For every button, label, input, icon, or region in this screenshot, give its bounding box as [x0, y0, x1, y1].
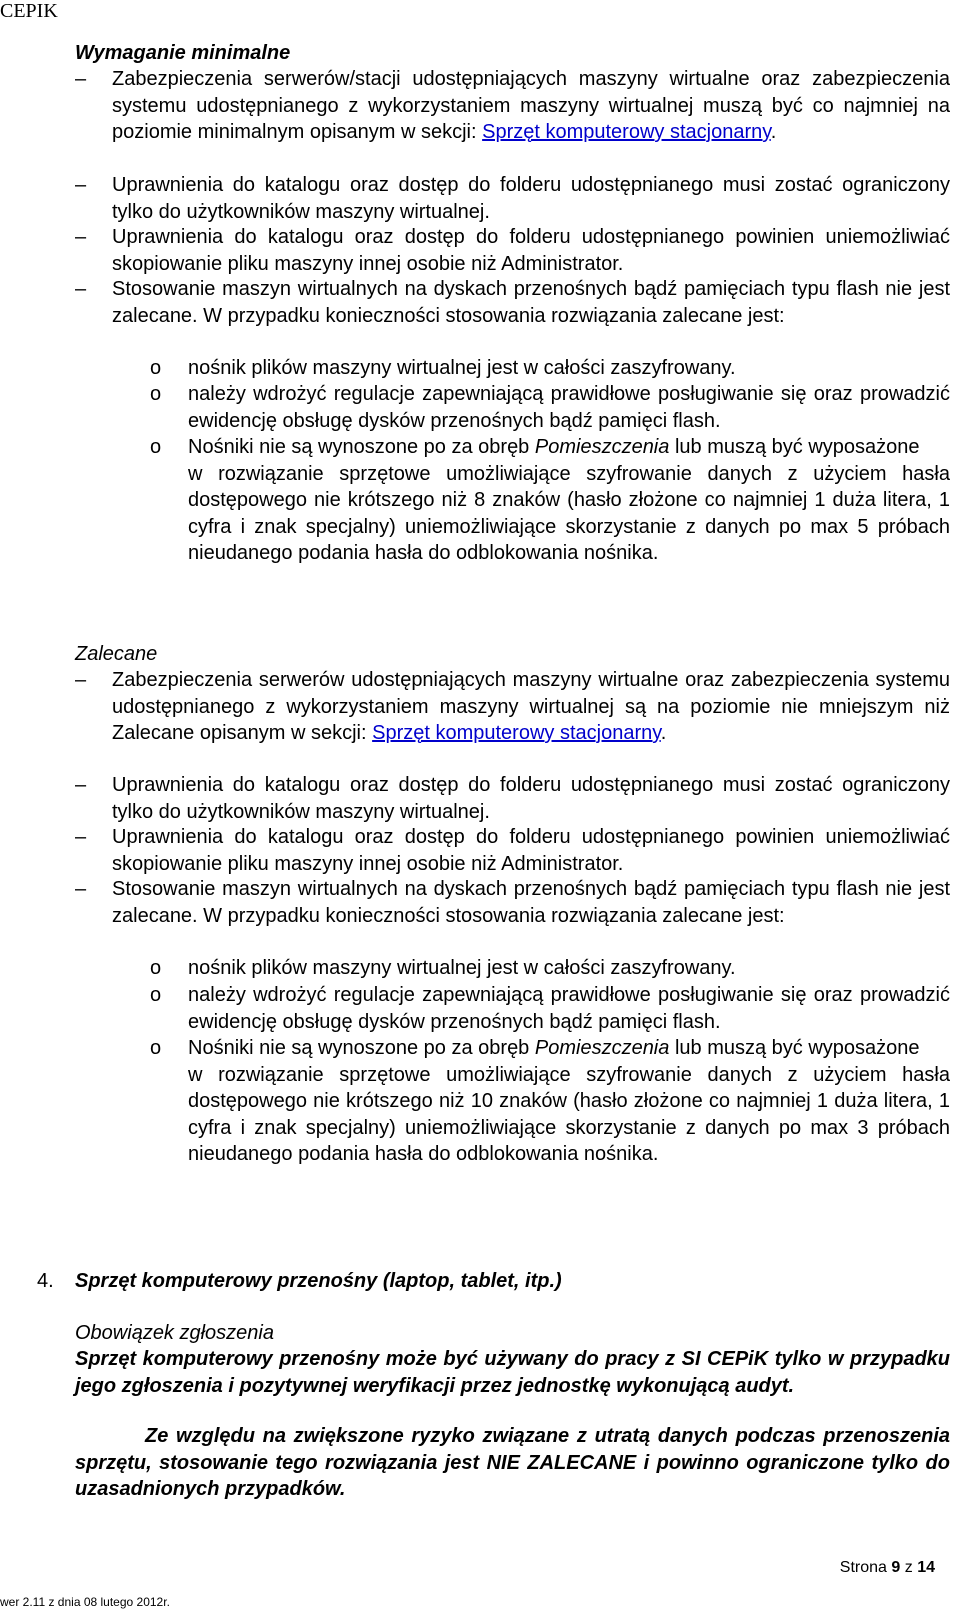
item-text: Uprawnienia do katalogu oraz dostęp do folderu udostępnianego musi zostać ograniczony tylko do użytkowników maszyny wirtualnej. [112, 774, 950, 823]
section-title-portable: Sprzęt komputerowy przenośny (laptop, tablet, itp.) [75, 1270, 562, 1292]
page-of: z [904, 1559, 913, 1576]
section-link[interactable]: Sprzęt komputerowy stacjonarny [372, 722, 661, 745]
paragraph: Sprzęt komputerowy przenośny może być używany do pracy z SI CEPiK tylko w przypadku jego zgłoszenia i pozytywnej weryfikacji przez jednostkę wykonującą audyt. [75, 1348, 950, 1397]
sub-item-text: należy wdrożyć regulacje zapewniającą prawidłowe posługiwanie się oraz prowadzić ewidencję obsługę dysków przenośnych bądź pamięci flash. [188, 383, 950, 432]
bullet-marker: o [150, 957, 162, 979]
sub-list-item [150, 355, 950, 382]
paragraph-warning: Ze względu na zwiększone ryzyko związane z utratą danych podczas przenoszenia sprzętu, stosowanie tego rozwiązania jest NIE ZALECANE i powinno ograniczone tylko do uzasadnionych przypadków. [75, 1425, 950, 1501]
page-indicator [840, 1559, 935, 1577]
page-current: 9 [891, 1559, 901, 1576]
sub-item-text: Nośniki nie są wynoszone po za obręb [188, 436, 535, 458]
dash-marker: – [75, 878, 87, 900]
section-number: 4. [37, 1270, 54, 1292]
dash-marker: – [75, 826, 87, 848]
list-item [75, 667, 950, 747]
dash-marker: – [75, 68, 87, 90]
sub-item-text: lub muszą być wyposażone [669, 1037, 920, 1059]
item-text: . [660, 722, 667, 745]
item-text: Uprawnienia do katalogu oraz dostęp do folderu udostępnianego musi zostać ograniczony tylko do użytkowników maszyny wirtualnej. [112, 174, 950, 223]
sub-item-continuation: w rozwiązanie sprzętowe umożliwiające szyfrowanie danych z użyciem hasła dostępowego nie krótszego niż 8 znaków (hasło złożone co najmniej 1 duża litera, 1 cyfra i znak specjalny) uniemożliwiające skorzystanie z danych po max 5 próbach nieudanego podania hasła do odblokowania nośnika. [188, 462, 950, 565]
section-link[interactable]: Sprzęt komputerowy stacjonarny [482, 121, 771, 144]
section-title-minimal: Wymaganie minimalne [75, 42, 291, 64]
bullet-marker: o [150, 357, 162, 379]
bullet-marker: o [150, 383, 162, 405]
sub-item-text: nośnik plików maszyny wirtualnej jest w całości zaszyfrowany. [188, 957, 736, 979]
list-item [75, 66, 950, 146]
dash-marker: – [75, 278, 87, 300]
item-text: Uprawnienia do katalogu oraz dostęp do folderu udostępnianego powinien uniemożliwiać skopiowanie pliku maszyny innej osobie niż Administrator. [112, 826, 950, 875]
emphasis-term: Pomieszczenia [534, 1037, 670, 1059]
subsection-title: Obowiązek zgłoszenia [75, 1322, 274, 1344]
sub-item-text: Nośniki nie są wynoszone po za obręb [188, 1037, 535, 1059]
item-text: Zabezpieczenia serwerów udostępniających maszyny wirtualne oraz zabezpieczenia systemu udostępnianego z wykorzystaniem maszyny wirtualnej są na poziomie nie mniejszym niż Zalecane opisanym w sekcji: [112, 669, 950, 745]
sub-list-item [150, 1035, 950, 1168]
page-total: 14 [917, 1559, 935, 1576]
list-item [75, 224, 950, 277]
dash-marker: – [75, 669, 87, 691]
list-item [75, 772, 950, 825]
section-title-recommended: Zalecane [75, 643, 158, 665]
sub-list-item [150, 434, 950, 567]
sub-item-text: nośnik plików maszyny wirtualnej jest w całości zaszyfrowany. [188, 357, 736, 379]
item-text: . [770, 121, 777, 144]
version-note: wer 2.11 z dnia 08 lutego 2012r. [0, 1595, 170, 1609]
list-item [75, 824, 950, 877]
list-item [75, 876, 950, 929]
item-text: Stosowanie maszyn wirtualnych na dyskach przenośnych bądź pamięciach typu flash nie jest zalecane. W przypadku konieczności stosowania rozwiązania zalecane jest: [112, 878, 950, 927]
bullet-marker: o [150, 984, 162, 1006]
emphasis-term: Pomieszczenia [534, 436, 670, 458]
sub-list-item [150, 381, 950, 434]
item-text: Uprawnienia do katalogu oraz dostęp do folderu udostępnianego powinien uniemożliwiać skopiowanie pliku maszyny innej osobie niż Administrator. [112, 226, 950, 275]
sub-list-item [150, 955, 950, 982]
sub-list-item [150, 982, 950, 1035]
sub-item-continuation: w rozwiązanie sprzętowe umożliwiające szyfrowanie danych z użyciem hasła dostępowego nie krótszego niż 10 znaków (hasło złożone co najmniej 1 duża litera, 1 cyfra i znak specjalny) uniemożliwiające skorzystanie z danych po max 3 próbach nieudanego podania hasła do odblokowania nośnika. [188, 1063, 950, 1166]
item-text: Stosowanie maszyn wirtualnych na dyskach przenośnych bądź pamięciach typu flash nie jest zalecane. W przypadku konieczności stosowania rozwiązania zalecane jest: [112, 278, 950, 327]
bullet-marker: o [150, 1037, 162, 1059]
dash-marker: – [75, 226, 87, 248]
list-item [75, 276, 950, 329]
sub-item-text: należy wdrożyć regulacje zapewniającą prawidłowe posługiwanie się oraz prowadzić ewidencję obsługę dysków przenośnych bądź pamięci flash. [188, 984, 950, 1033]
dash-marker: – [75, 174, 87, 196]
page-label: Strona [839, 1559, 887, 1576]
dash-marker: – [75, 774, 87, 796]
sub-item-text: lub muszą być wyposażone [669, 436, 920, 458]
item-text: Zabezpieczenia serwerów/stacji udostępniających maszyny wirtualne oraz zabezpieczenia systemu udostępnianego z wykorzystaniem maszyny wirtualnej muszą być co najmniej na poziomie minimalnym opisanym w sekcji: [112, 68, 950, 144]
bullet-marker: o [150, 436, 162, 458]
list-item [75, 172, 950, 225]
document-header: CEPIK [0, 0, 58, 22]
